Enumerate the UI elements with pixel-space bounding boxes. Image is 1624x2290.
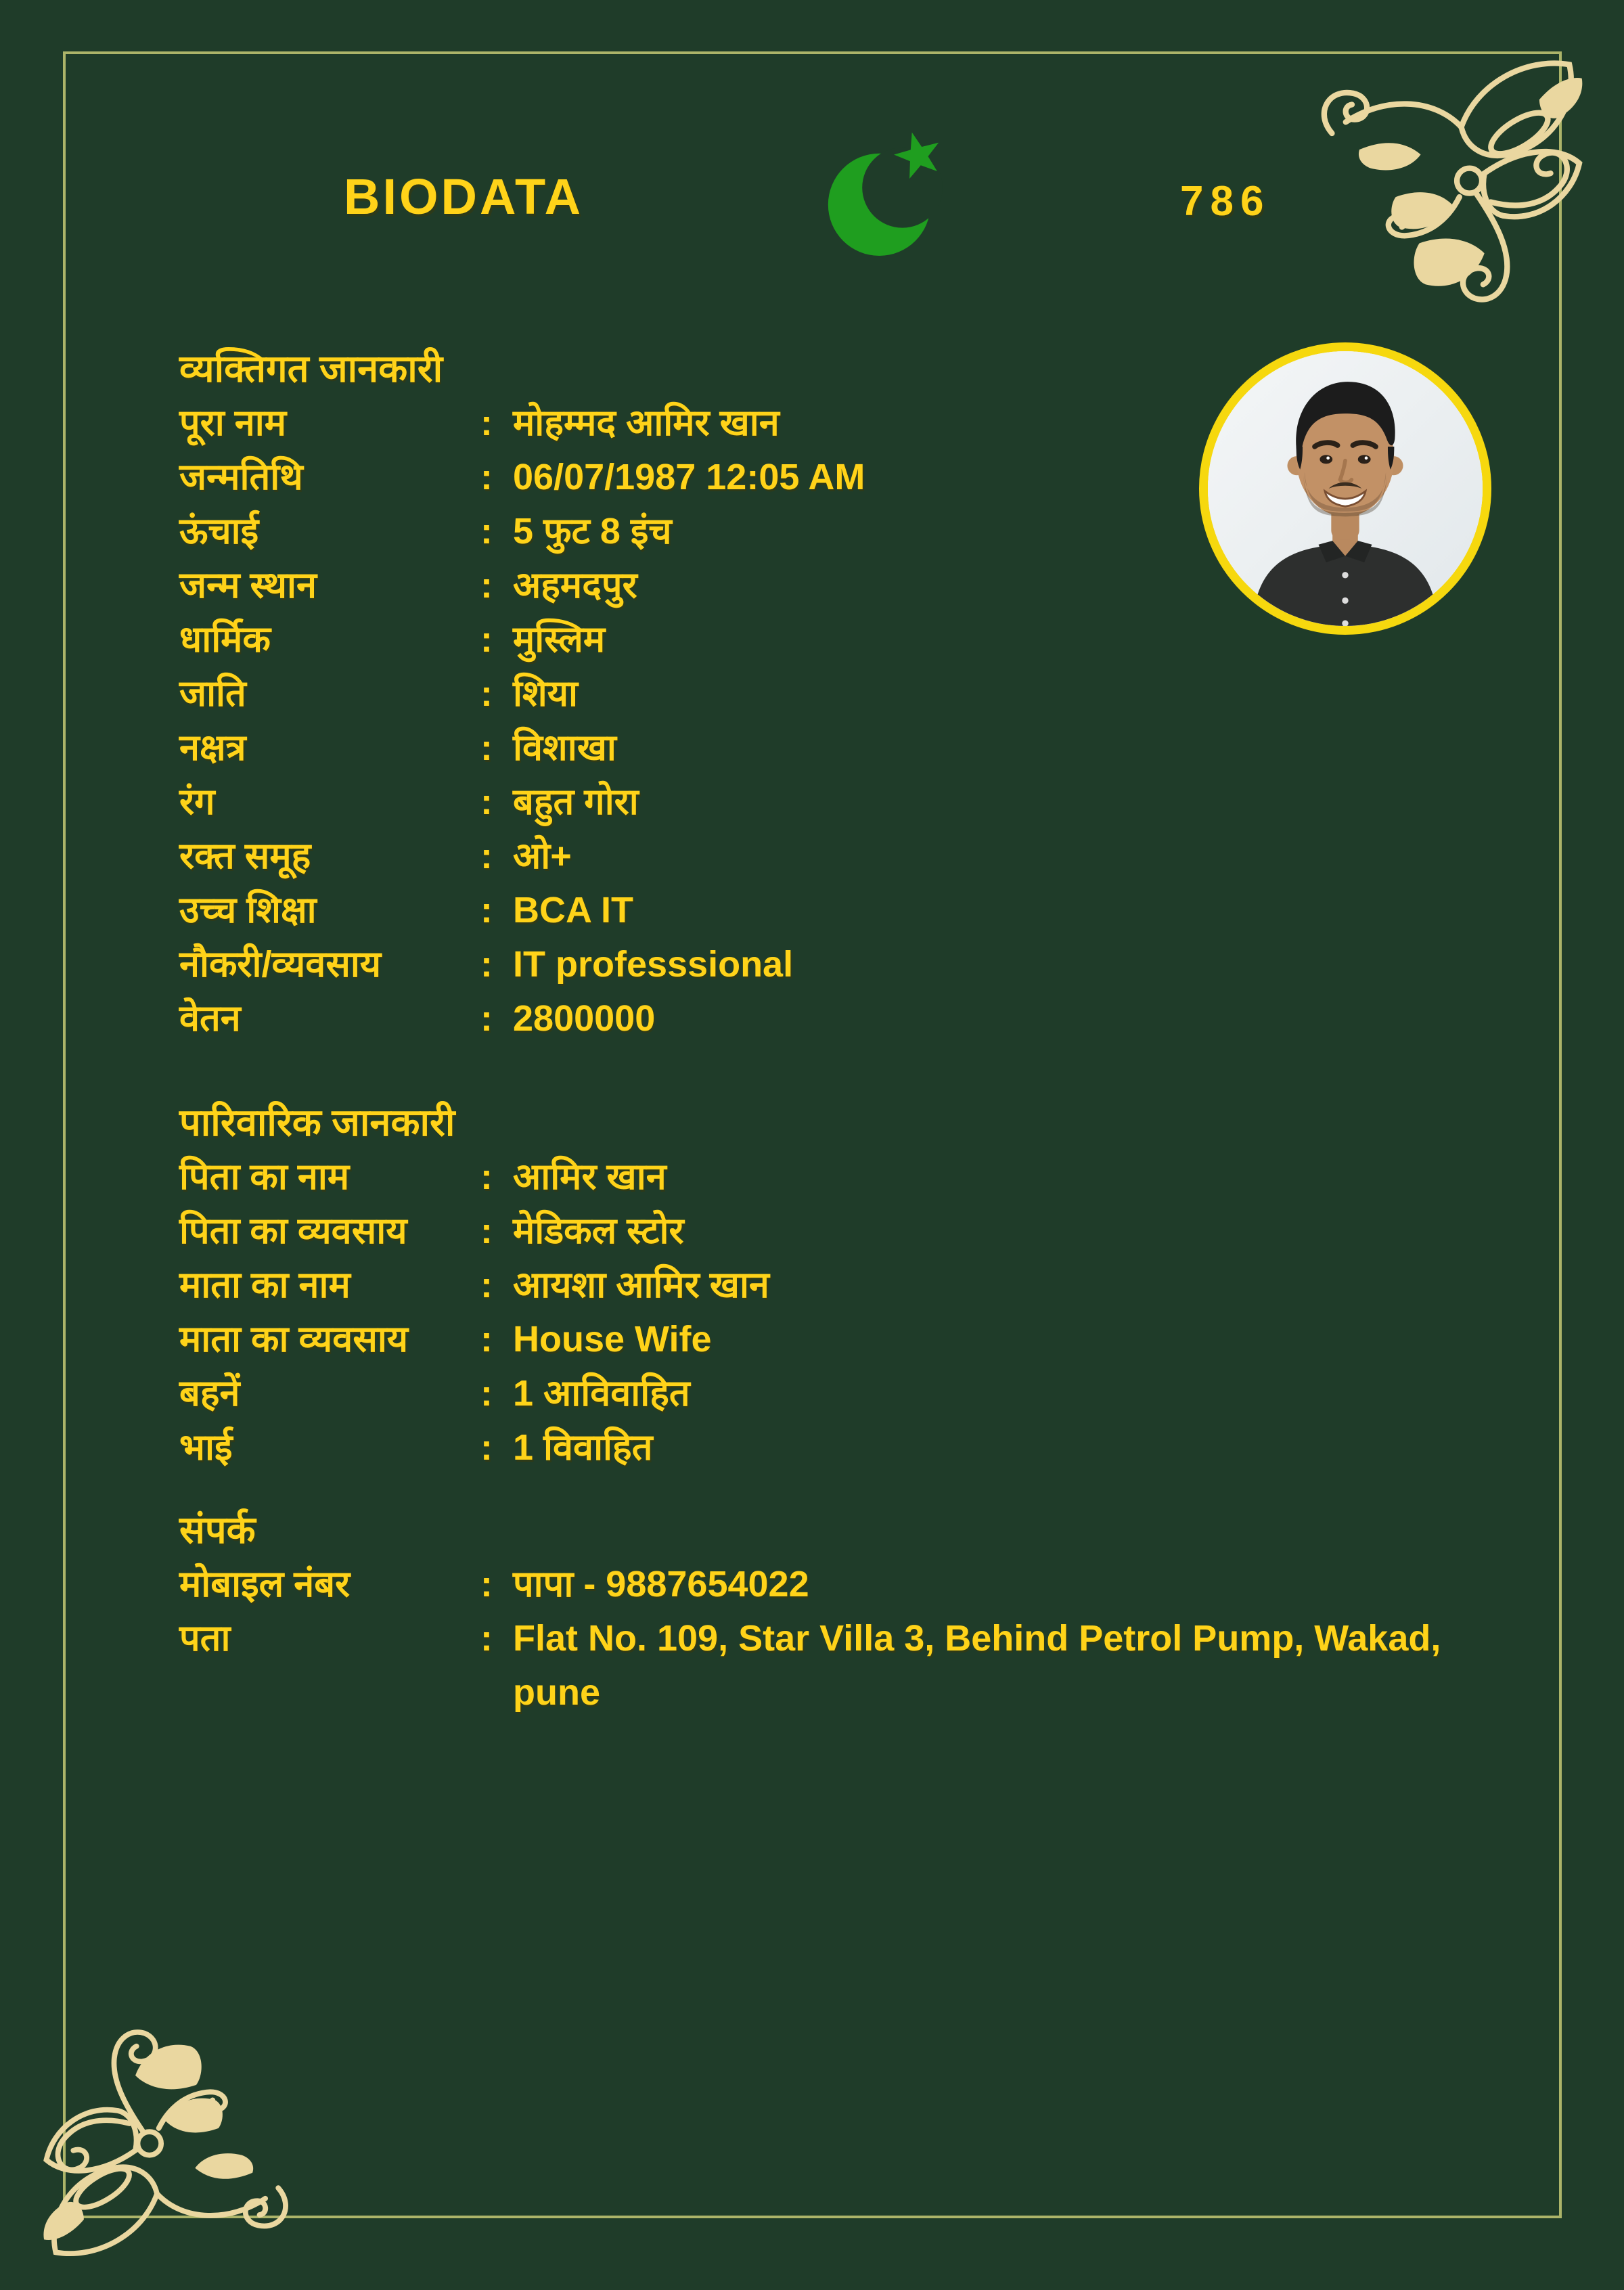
row-label: माता का नाम [179, 1265, 351, 1305]
row-label: बहनें [179, 1373, 240, 1414]
row-value: BCA IT [513, 890, 633, 930]
biodata-row [179, 829, 1497, 883]
row-value: आयशा आमिर खान [513, 1265, 769, 1305]
row-label: माता का व्यवसाय [179, 1319, 409, 1360]
biodata-row [179, 1611, 1497, 1720]
row-colon: : [480, 1211, 493, 1251]
biodata-row [179, 504, 1497, 558]
row-colon: : [480, 836, 493, 876]
biodata-sections [179, 342, 1497, 1720]
row-colon: : [480, 1265, 493, 1305]
row-label: रंग [179, 782, 215, 822]
section-heading: व्यक्तिगत जानकारी [179, 347, 443, 390]
row-label: वेतन [179, 998, 241, 1039]
biodata-row [179, 1420, 1497, 1475]
row-value: विशाखा [513, 727, 616, 768]
row-label: जन्म स्थान [179, 565, 317, 606]
row-label: रक्त समूह [179, 836, 311, 876]
biodata-row [179, 612, 1497, 667]
biodata-row [179, 883, 1497, 937]
row-colon: : [480, 1564, 493, 1604]
biodata-row [179, 1258, 1497, 1312]
row-label: जाति [179, 673, 246, 714]
row-value: बहुत गोरा [513, 782, 639, 822]
biodata-row [179, 937, 1497, 991]
biodata-row [179, 558, 1497, 612]
row-label: पूरा नाम [179, 403, 286, 443]
biodata-row [179, 1204, 1497, 1258]
row-colon: : [480, 890, 493, 930]
row-value: मोहम्मद आमिर खान [513, 403, 780, 443]
row-label: पिता का व्यवसाय [179, 1211, 407, 1251]
biodata-row [179, 991, 1497, 1046]
row-colon: : [480, 782, 493, 822]
row-colon: : [480, 403, 493, 443]
row-colon: : [480, 944, 493, 985]
row-label: मोबाइल नंबर [179, 1564, 351, 1604]
row-colon: : [480, 1157, 493, 1197]
section-heading: संपर्क [179, 1508, 256, 1551]
row-value: IT professsional [513, 944, 794, 985]
row-value: 1 आविवाहित [513, 1373, 690, 1414]
row-colon: : [480, 998, 493, 1039]
row-colon: : [480, 1373, 493, 1414]
row-label: उच्च शिक्षा [179, 890, 317, 930]
row-colon: : [480, 457, 493, 497]
row-label: ऊंचाई [179, 511, 259, 552]
biodata-row [179, 667, 1497, 721]
row-label: पिता का नाम [179, 1157, 350, 1197]
biodata-row [179, 1366, 1497, 1420]
row-label: पता [179, 1618, 231, 1659]
row-value: 2800000 [513, 998, 656, 1039]
row-colon: : [480, 619, 493, 660]
row-colon: : [480, 511, 493, 552]
row-value: Flat No. 109, Star Villa 3, Behind Petrol Pump, Wakad, pune [513, 1618, 1441, 1713]
biodata-row [179, 1557, 1497, 1611]
row-label: भाई [179, 1427, 233, 1468]
row-value: आमिर खान [513, 1157, 667, 1197]
row-value: 06/07/1987 12:05 AM [513, 457, 865, 497]
biodata-row [179, 721, 1497, 775]
row-value: अहमदपुर [513, 565, 637, 606]
row-label: नक्षत्र [179, 727, 246, 768]
row-label: धार्मिक [179, 619, 271, 660]
row-value: मुस्लिम [513, 619, 606, 660]
biodata-row [179, 450, 1497, 504]
crescent-and-star-icon [827, 127, 949, 263]
row-value: शिया [513, 673, 579, 714]
section-heading: पारिवारिक जानकारी [179, 1101, 455, 1144]
row-label: जन्मतिथि [179, 457, 303, 497]
biodata-row [179, 396, 1497, 450]
row-colon: : [480, 727, 493, 768]
row-value: पापा - 9887654022 [513, 1564, 809, 1604]
page-title: BIODATA [344, 169, 584, 225]
biodata-row [179, 1312, 1497, 1366]
sacred-number-786: 786 [1180, 178, 1271, 225]
row-value: 1 विवाहित [513, 1427, 653, 1468]
row-colon: : [480, 673, 493, 714]
biodata-row [179, 1150, 1497, 1204]
row-value: मेडिकल स्टोर [513, 1211, 684, 1251]
biodata-row [179, 775, 1497, 829]
row-colon: : [480, 1319, 493, 1360]
row-value: ओ+ [513, 836, 572, 876]
row-colon: : [480, 1618, 493, 1659]
row-colon: : [480, 565, 493, 606]
row-label: नौकरी/व्यवसाय [179, 944, 382, 985]
row-value: 5 फुट 8 इंच [513, 511, 672, 552]
row-value: House Wife [513, 1319, 712, 1360]
row-colon: : [480, 1427, 493, 1468]
